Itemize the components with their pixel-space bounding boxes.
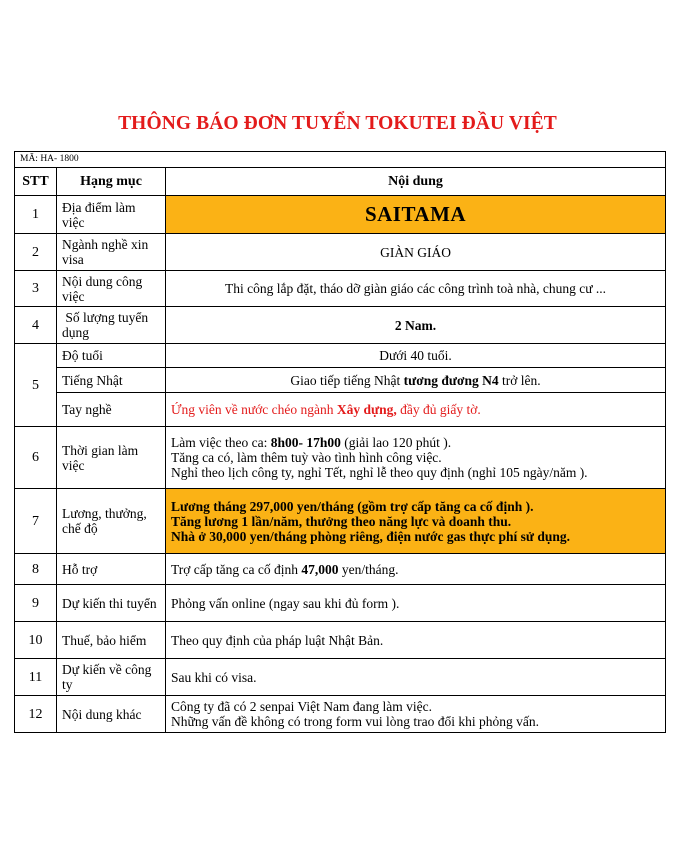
working-time-value — [166, 427, 666, 489]
text-span: yen/tháng. — [338, 561, 399, 577]
headcount-value: 2 Nam. — [166, 307, 666, 344]
code-row — [15, 152, 666, 168]
header-content: Nội dung — [166, 168, 666, 196]
row-label: Địa điểm làm việc — [57, 196, 166, 234]
table-row — [15, 554, 666, 585]
table-row — [15, 234, 666, 271]
table-row — [15, 368, 666, 393]
row-number: 8 — [15, 554, 57, 585]
skill-value — [166, 393, 666, 427]
header-category: Hạng mục — [57, 168, 166, 196]
text-span-bold: tương đương N4 — [403, 372, 499, 388]
text-span: Làm việc theo ca: — [171, 435, 271, 450]
row-number: 5 — [15, 344, 57, 427]
table-row — [15, 196, 666, 234]
row-number: 11 — [15, 659, 57, 696]
text-line: Công ty đã có 2 senpai Việt Nam đang làm việc. — [171, 699, 433, 714]
row-number: 10 — [15, 622, 57, 659]
row-number: 4 — [15, 307, 57, 344]
row-number: 9 — [15, 585, 57, 622]
text-span-bold: Xây dựng, — [336, 402, 397, 417]
company-arrival-value: Sau khi có visa. — [166, 659, 666, 696]
text-line: Những vấn đề không có trong form vui lòng trao đổi khi phỏng vấn. — [171, 714, 540, 729]
table-row — [15, 659, 666, 696]
text-span: Ứng viên về nước chéo ngành — [171, 402, 337, 417]
table-row — [15, 307, 666, 344]
table-row — [15, 271, 666, 307]
row-label: Thời gian làm việc — [57, 427, 166, 489]
text-span: đầy đủ giấy tờ. — [396, 402, 481, 417]
job-description-value: Thi công lắp đặt, tháo dỡ giàn giáo các công trình toà nhà, chung cư ... — [166, 271, 666, 307]
row-number: 7 — [15, 489, 57, 554]
row-label: Hỗ trợ — [57, 554, 166, 585]
age-value: Dưới 40 tuổi. — [166, 344, 666, 368]
table-row — [15, 393, 666, 427]
text-line: Nhà ở 30,000 yen/tháng phòng riêng, điện nước gas thực phí sử dụng. — [171, 528, 570, 544]
work-location-value: SAITAMA — [166, 196, 666, 234]
text-span: Trợ cấp tăng ca cố định — [171, 561, 302, 577]
row-number: 3 — [15, 271, 57, 307]
job-notice-table — [14, 151, 666, 733]
support-value — [166, 554, 666, 585]
row-label: Lương, thưởng, chế độ — [57, 489, 166, 554]
table-row — [15, 489, 666, 554]
row-number: 12 — [15, 696, 57, 733]
tax-insurance-value: Theo quy định của pháp luật Nhật Bản. — [166, 622, 666, 659]
table-row — [15, 622, 666, 659]
text-span: trở lên. — [498, 372, 541, 388]
header-row — [15, 168, 666, 196]
text-span: (giải lao 120 phút ). — [340, 435, 452, 450]
visa-field-value: GIÀN GIÁO — [166, 234, 666, 271]
exam-value: Phỏng vấn online (ngay sau khi đủ form ). — [166, 585, 666, 622]
text-line — [171, 435, 660, 450]
salary-value — [166, 489, 666, 554]
table-row — [15, 696, 666, 733]
row-number: 6 — [15, 427, 57, 489]
text-line: Tăng lương 1 lần/năm, thưởng theo năng lực và doanh thu. — [171, 513, 512, 529]
text-line: Lương tháng 297,000 yen/tháng (gồm trợ cấp tăng ca cố định ). — [171, 498, 534, 514]
row-label: Số lượng tuyển dụng — [57, 307, 166, 344]
row-label: Nội dung công việc — [57, 271, 166, 307]
row-number: 2 — [15, 234, 57, 271]
text-span: Giao tiếp tiếng Nhật — [290, 372, 404, 388]
row-label: Dự kiến về công ty — [57, 659, 166, 696]
table-row — [15, 344, 666, 368]
row-label: Tiếng Nhật — [57, 368, 166, 393]
row-label: Thuế, bảo hiểm — [57, 622, 166, 659]
row-label: Độ tuổi — [57, 344, 166, 368]
header-stt: STT — [15, 168, 57, 196]
text-span-bold: 47,000 — [301, 561, 339, 577]
page-title: THÔNG BÁO ĐƠN TUYỂN TOKUTEI ĐẦU VIỆT — [118, 113, 557, 134]
row-label: Tay nghề — [57, 393, 166, 427]
row-label: Nội dung khác — [57, 696, 166, 733]
table-row — [15, 585, 666, 622]
row-label: Ngành nghề xin visa — [57, 234, 166, 271]
text-line: Tăng ca có, làm thêm tuỳ vào tình hình công việc. — [171, 450, 442, 465]
row-number: 1 — [15, 196, 57, 234]
row-label: Dự kiến thi tuyển — [57, 585, 166, 622]
other-content-value — [166, 696, 666, 733]
text-span-bold: 8h00- 17h00 — [270, 435, 341, 450]
text-line: Nghỉ theo lịch công ty, nghỉ Tết, nghỉ lễ theo quy định (nghỉ 105 ngày/năm ). — [171, 465, 588, 480]
japanese-level-value — [166, 368, 666, 393]
job-code: MÃ: HA- 1800 — [15, 152, 666, 168]
table-row — [15, 427, 666, 489]
